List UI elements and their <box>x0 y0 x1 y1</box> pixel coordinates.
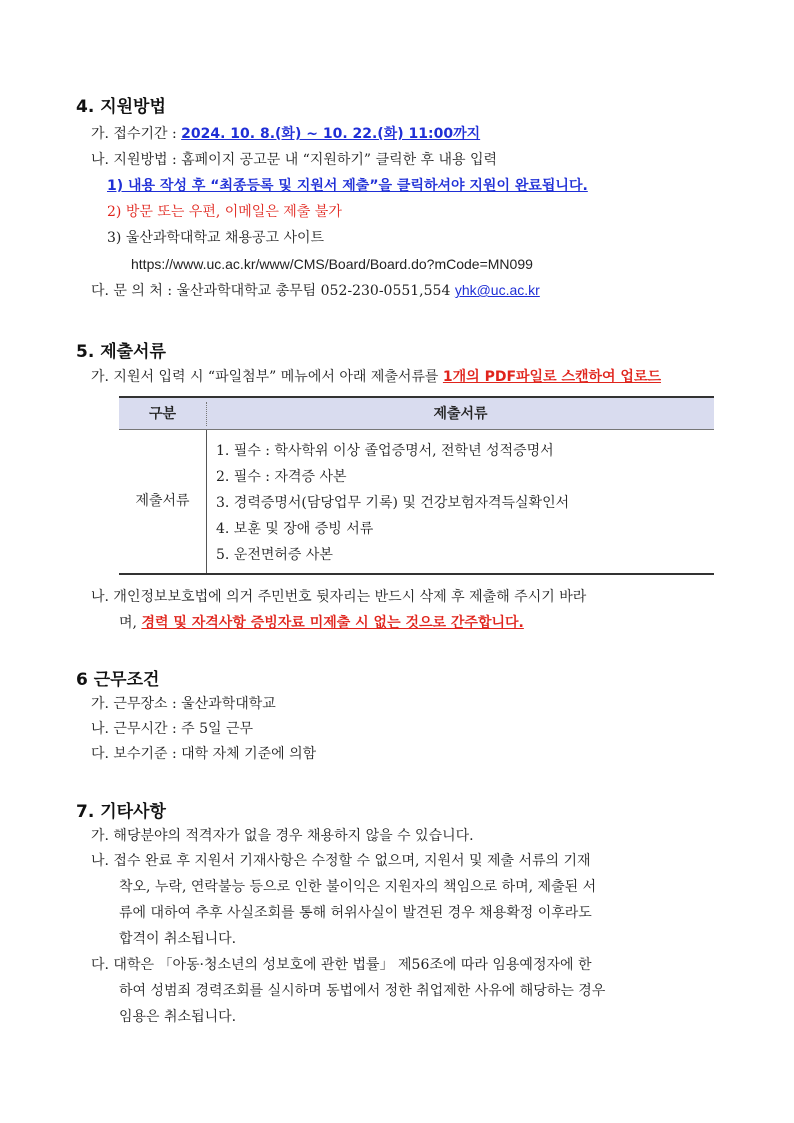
sec5-privacy-line-2 <box>119 613 524 633</box>
table-item: 1. 필수 : 학사학위 이상 졸업증명서, 전학년 성적증명서 <box>216 443 554 459</box>
sec7-note-c-line-3: 임용은 취소됩니다. <box>119 1009 237 1025</box>
table-body-row <box>119 430 714 575</box>
sec5-privacy-line-1: 나. 개인정보보호법에 의거 주민번호 뒷자리는 반드시 삭제 후 제출해 주시기 바라 <box>91 589 587 605</box>
table-header-category: 구분 <box>148 406 177 422</box>
sec7-note-b-line-4: 합격이 취소됩니다. <box>119 931 237 947</box>
sec5-upload-emph: 1개의 PDF파일로 스캔하여 업로드 <box>442 369 662 385</box>
section-7-title: 7. 기타사항 <box>76 802 166 822</box>
sec4-method-line: 나. 지원방법 : 홈페이지 공고문 내 “지원하기” 클릭한 후 내용 입력 <box>91 152 498 168</box>
sec4-method-note-3: 3) 울산과학대학교 채용공고 사이트 <box>107 230 325 246</box>
sec4-period-label: 가. 접수기간 : <box>91 126 182 142</box>
table-category-cell: 제출서류 <box>135 493 190 509</box>
sec7-note-b-line-3: 류에 대하여 추후 사실조회를 통해 허위사실이 발견된 경우 채용확정 이후라도 <box>119 905 592 921</box>
table-header-documents: 제출서류 <box>433 406 488 422</box>
section-5-title: 5. 제출서류 <box>76 342 166 362</box>
table-item: 4. 보훈 및 장애 증빙 서류 <box>216 521 374 537</box>
sec7-note-c-line-1: 다. 대학은 「아동·청소년의 성보호에 관한 법률」 제56조에 따라 임용예정자에 한 <box>91 957 592 973</box>
sec7-note-a: 가. 해당분야의 적격자가 없을 경우 채용하지 않을 수 있습니다. <box>91 828 474 844</box>
sec7-note-b-line-2: 착오, 누락, 연락불능 등으로 인한 불이익은 지원자의 책임으로 하며, 제출된 서 <box>119 879 597 895</box>
contact-email-link[interactable]: yhk@uc.ac.kr <box>454 282 540 298</box>
table-header-row <box>119 396 714 430</box>
sec4-period-value: 2024. 10. 8.(화) ~ 10. 22.(화) 11:00까지 <box>181 126 481 142</box>
sec4-site-url[interactable]: https://www.uc.ac.kr/www/CMS/Board/Board.do?mCode=MN099 <box>131 256 533 272</box>
sec4-period-line <box>91 124 480 144</box>
sec5-upload-line <box>91 367 661 387</box>
sec6-salary-line: 다. 보수기준 : 대학 자체 기준에 의함 <box>91 746 317 762</box>
sec5-privacy-emph: 경력 및 자격사항 증빙자료 미제출 시 없는 것으로 간주합니다. <box>141 615 524 631</box>
sec5-privacy-prefix: 며, <box>119 615 142 631</box>
sec6-hours-line: 나. 근무시간 : 주 5일 근무 <box>91 721 254 737</box>
documents-table <box>119 396 714 576</box>
table-item: 3. 경력증명서(담당업무 기록) 및 건강보험자격득실확인서 <box>216 495 570 511</box>
section-6-title: 6 근무조건 <box>76 670 160 690</box>
sec4-method-note-1: 1) 내용 작성 후 “최종등록 및 지원서 제출”을 클릭하셔야 지원이 완료됩니다. <box>107 178 588 194</box>
sec6-location-line: 가. 근무장소 : 울산과학대학교 <box>91 696 276 712</box>
sec7-note-c-line-2: 하여 성범죄 경력조회를 실시하며 동법에서 정한 취업제한 사유에 해당하는 경우 <box>119 983 606 999</box>
sec7-note-b-line-1: 나. 접수 완료 후 지원서 기재사항은 수정할 수 없으며, 지원서 및 제출 서류의 기재 <box>91 853 591 869</box>
table-body-divider <box>206 430 207 573</box>
table-item: 5. 운전면허증 사본 <box>216 547 333 563</box>
sec4-contact-line <box>91 280 540 301</box>
table-item: 2. 필수 : 자격증 사본 <box>216 469 347 485</box>
table-items-cell <box>216 438 569 568</box>
sec4-contact-label: 다. 문 의 처 : 울산과학대학교 총무팀 052-230-0551,554 <box>91 283 455 299</box>
sec4-method-note-2: 2) 방문 또는 우편, 이메일은 제출 불가 <box>107 204 342 220</box>
sec5-upload-label: 가. 지원서 입력 시 “파일첨부” 메뉴에서 아래 제출서류를 <box>91 369 443 385</box>
section-4-title: 4. 지원방법 <box>76 97 166 117</box>
